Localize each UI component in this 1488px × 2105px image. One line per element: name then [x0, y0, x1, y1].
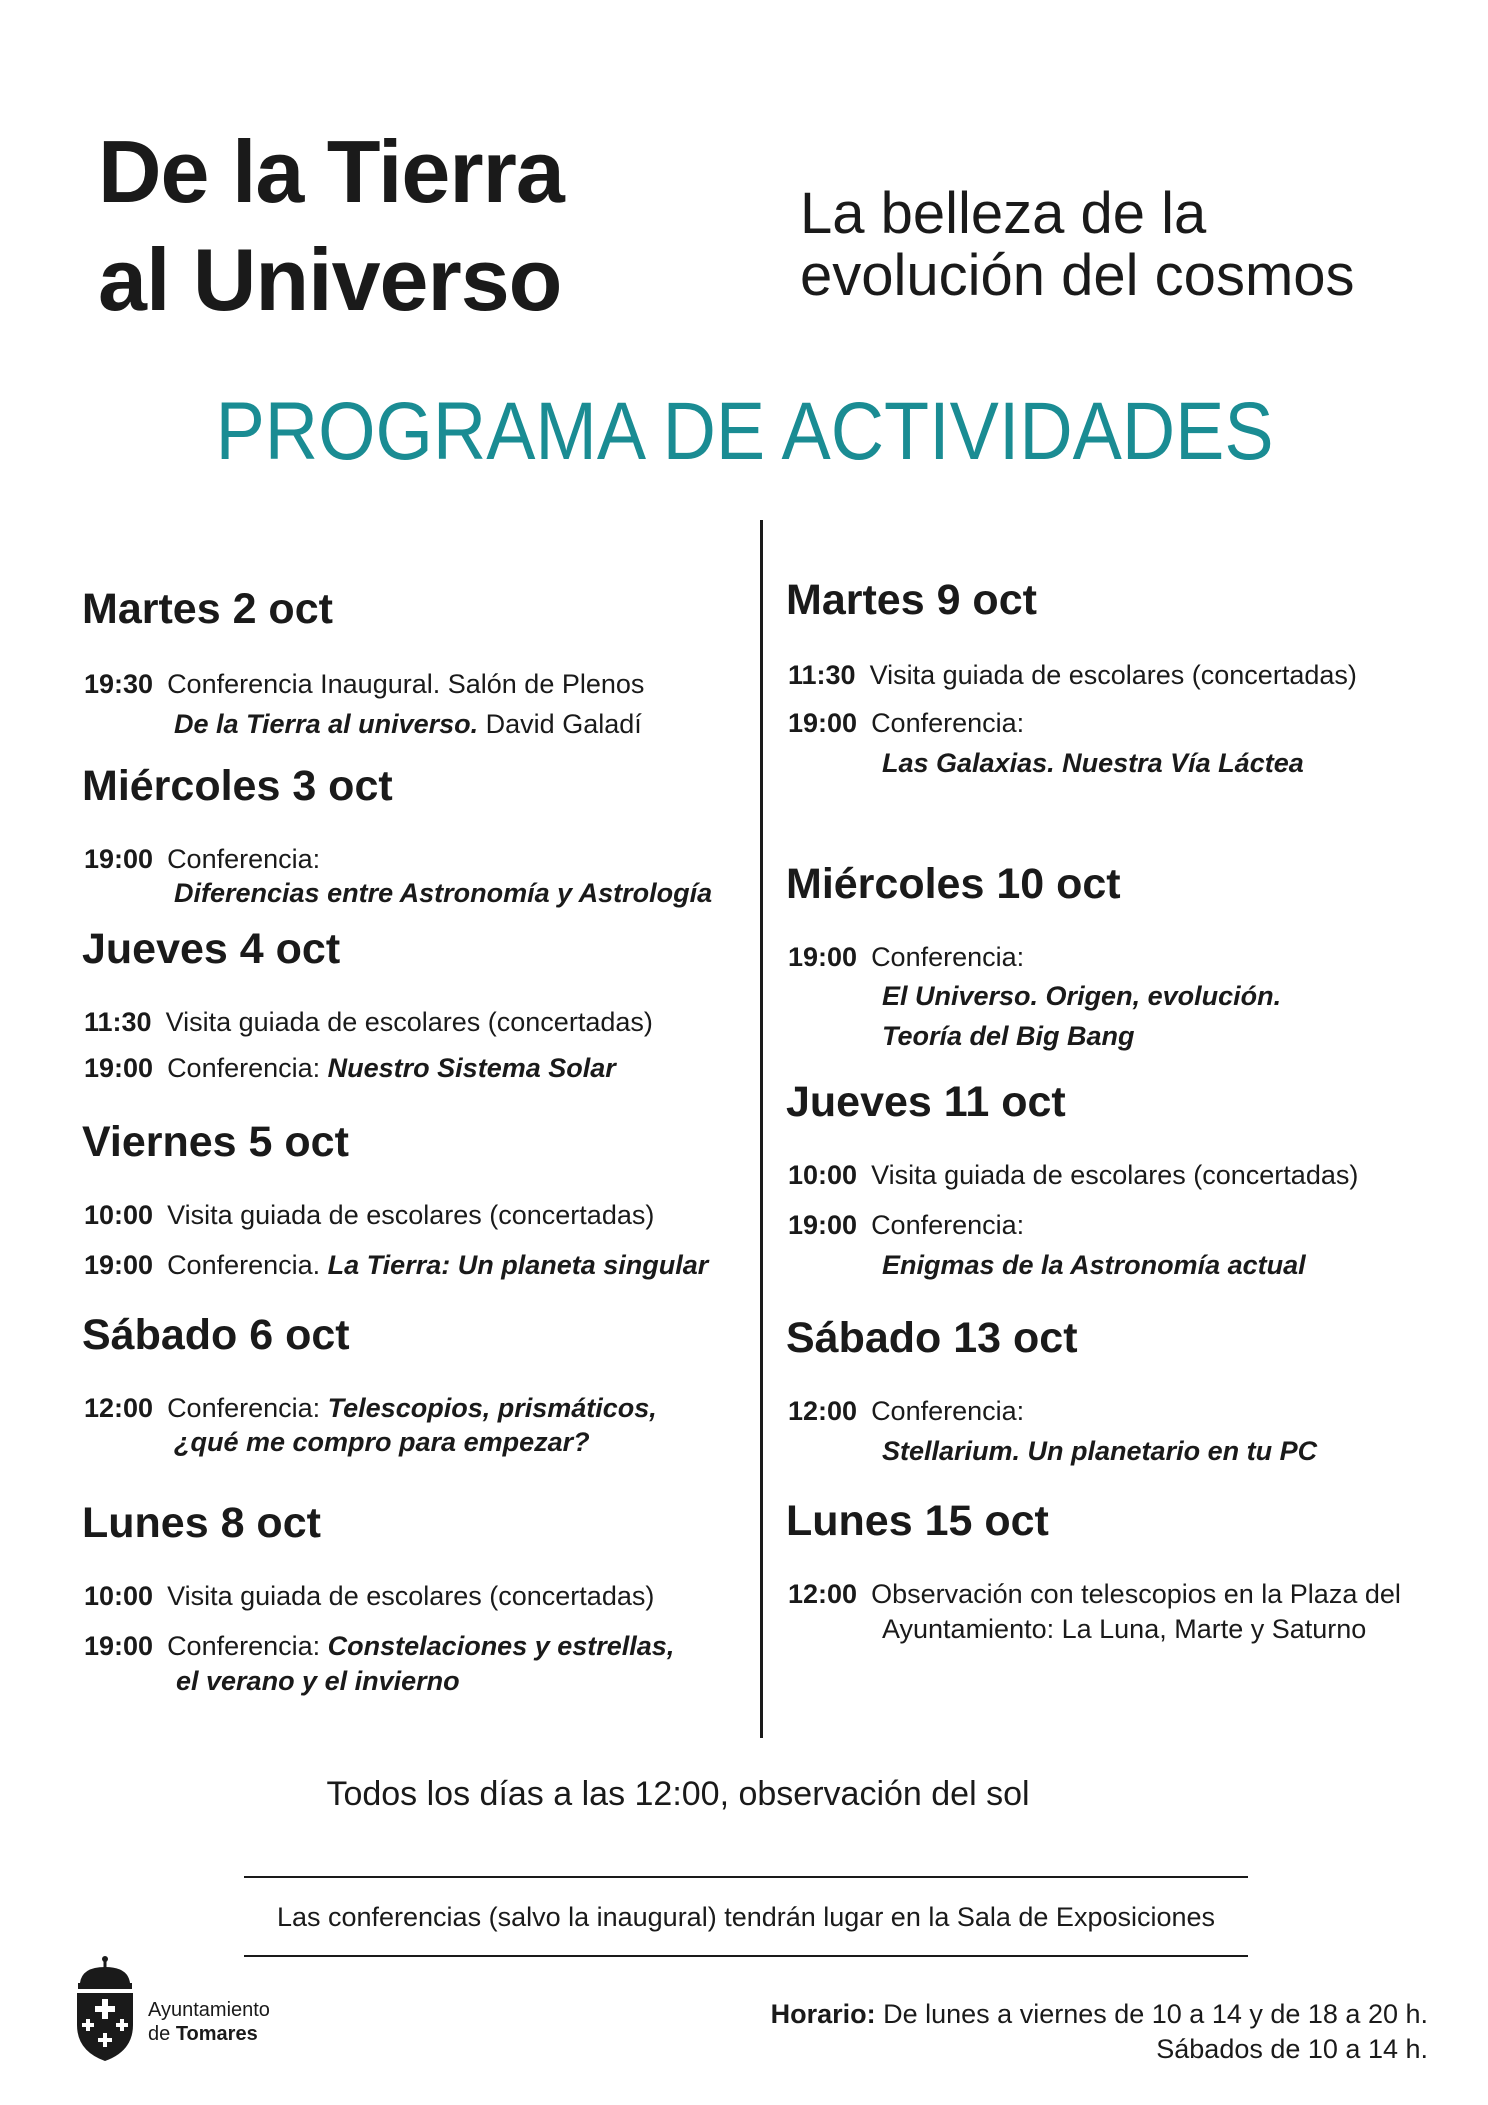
talk-title: Stellarium. Un planetario en tu PC	[882, 1436, 1318, 1466]
poster-subtitle	[800, 183, 1355, 307]
entry-text: David Galadí	[478, 709, 642, 739]
entry-text: Ayuntamiento: La Luna, Marte y Saturno	[882, 1614, 1367, 1644]
talk-title: La Tierra: Un planeta singular	[327, 1250, 709, 1280]
subtitle-line-1: La belleza de la	[800, 181, 1207, 246]
entry-text: Conferencia Inaugural. Salón de Plenos	[167, 669, 645, 699]
schedule-entry	[84, 1198, 654, 1232]
entry-time: 10:00	[84, 1581, 154, 1611]
entry-time: 10:00	[84, 1200, 154, 1230]
schedule-entry	[84, 1629, 674, 1663]
entry-continuation	[882, 979, 1281, 1013]
day-title: Martes 2 oct	[82, 585, 333, 633]
opening-hours	[771, 1997, 1428, 2067]
talk-title: Constelaciones y estrellas,	[327, 1631, 675, 1661]
entry-time: 19:00	[84, 1053, 154, 1083]
schedule-entry	[84, 667, 644, 701]
day-block	[82, 1118, 742, 1280]
column-divider	[760, 520, 763, 1738]
schedule-entry	[84, 1248, 708, 1282]
org-line-1: Ayuntamiento	[148, 1999, 270, 2021]
entry-text: Conferencia:	[871, 1210, 1025, 1240]
schedule-entry	[788, 1577, 1401, 1611]
schedule-entry	[84, 1051, 616, 1085]
entry-text: Conferencia:	[871, 1396, 1025, 1426]
schedule-entry	[788, 1208, 1024, 1242]
day-block	[82, 925, 742, 1083]
entry-time: 12:00	[84, 1393, 154, 1423]
poster-title	[98, 118, 564, 334]
talk-title: De la Tierra al universo.	[174, 709, 479, 739]
divider-top	[244, 1876, 1248, 1878]
entry-continuation	[176, 1664, 460, 1698]
day-block	[786, 1314, 1466, 1466]
talk-title: Teoría del Big Bang	[882, 1021, 1135, 1051]
talk-title: Las Galaxias. Nuestra Vía Láctea	[882, 748, 1304, 778]
tomares-crest-icon	[74, 1953, 136, 2063]
entry-text: Conferencia:	[167, 844, 321, 874]
entry-time: 11:30	[84, 1007, 152, 1037]
talk-title: ¿qué me compro para empezar?	[174, 1427, 590, 1457]
entry-text: Visita guiada de escolares (concertadas)	[165, 1007, 653, 1037]
entry-text: Conferencia:	[167, 1631, 328, 1661]
org-line-2: de Tomares	[148, 2023, 258, 2045]
day-block	[786, 860, 1466, 1051]
schedule-entry	[84, 1005, 653, 1039]
day-block	[82, 1311, 742, 1457]
entry-time: 12:00	[788, 1396, 858, 1426]
entry-continuation	[882, 1612, 1366, 1646]
day-block	[82, 1499, 742, 1696]
day-title: Martes 9 oct	[786, 576, 1037, 624]
schedule-entry	[788, 1394, 1024, 1428]
entry-time: 19:00	[788, 1210, 858, 1240]
day-title: Jueves 4 oct	[82, 925, 341, 973]
program-heading: PROGRAMA DE ACTIVIDADES	[215, 386, 1274, 477]
day-title: Lunes 8 oct	[82, 1499, 321, 1547]
daily-observation: Todos los días a las 12:00, observación del sol	[326, 1775, 1030, 1813]
entry-time: 19:30	[84, 669, 154, 699]
entry-text: Visita guiada de escolares (concertadas)	[869, 660, 1357, 690]
schedule-entry	[788, 658, 1357, 692]
day-block	[82, 762, 742, 908]
schedule-entry	[788, 940, 1024, 974]
entry-text: Visita guiada de escolares (concertadas)	[167, 1200, 655, 1230]
entry-time: 19:00	[788, 708, 858, 738]
day-title: Jueves 11 oct	[786, 1078, 1066, 1126]
divider-bottom	[244, 1955, 1248, 1957]
title-line-1: De la Tierra	[98, 122, 564, 221]
schedule-entry	[84, 1391, 657, 1425]
entry-time: 10:00	[788, 1160, 858, 1190]
day-block	[786, 1078, 1466, 1280]
schedule-entry	[84, 1579, 654, 1613]
entry-text: Conferencia:	[167, 1393, 328, 1423]
venue-note: Las conferencias (salvo la inaugural) tendrán lugar en la Sala de Exposiciones	[276, 1902, 1216, 1932]
entry-time: 19:00	[788, 942, 858, 972]
entry-time: 19:00	[84, 1631, 154, 1661]
day-block	[82, 585, 742, 739]
entry-time: 11:30	[788, 660, 856, 690]
entry-text: Conferencia:	[871, 708, 1025, 738]
title-line-2: al Universo	[98, 230, 562, 329]
day-title: Lunes 15 oct	[786, 1497, 1049, 1545]
entry-continuation	[882, 1248, 1306, 1282]
hours-line-1: Horario: De lunes a viernes de 10 a 14 y de 18 a 20 h.	[770, 1999, 1428, 2029]
day-block	[786, 576, 1466, 778]
day-title: Sábado 13 oct	[786, 1314, 1078, 1362]
entry-time: 12:00	[788, 1579, 858, 1609]
day-block	[786, 1497, 1466, 1644]
talk-title: Enigmas de la Astronomía actual	[882, 1250, 1306, 1280]
entry-text: Visita guiada de escolares (concertadas)	[871, 1160, 1359, 1190]
schedule-entry	[84, 842, 320, 876]
entry-continuation	[882, 1019, 1135, 1053]
entry-text: Conferencia:	[871, 942, 1025, 972]
talk-title: El Universo. Origen, evolución.	[882, 981, 1282, 1011]
entry-text: Visita guiada de escolares (concertadas)	[167, 1581, 655, 1611]
entry-text: Conferencia.	[167, 1250, 328, 1280]
entry-time: 19:00	[84, 844, 154, 874]
talk-title: el verano y el invierno	[176, 1666, 460, 1696]
schedule-entry	[788, 706, 1024, 740]
entry-time: 19:00	[84, 1250, 154, 1280]
day-title: Sábado 6 oct	[82, 1311, 350, 1359]
entry-continuation	[174, 1425, 590, 1459]
subtitle-line-2: evolución del cosmos	[800, 243, 1355, 308]
organization-name	[148, 1998, 270, 2046]
day-title: Miércoles 3 oct	[82, 762, 393, 810]
entry-continuation	[882, 1434, 1317, 1468]
entry-text: Conferencia:	[167, 1053, 328, 1083]
talk-title: Diferencias entre Astronomía y Astrología	[174, 878, 713, 908]
entry-text: Observación con telescopios en la Plaza del	[871, 1579, 1401, 1609]
talk-title: Telescopios, prismáticos,	[327, 1393, 657, 1423]
schedule-entry	[788, 1158, 1358, 1192]
day-title: Miércoles 10 oct	[786, 860, 1121, 908]
day-title: Viernes 5 oct	[82, 1118, 349, 1166]
talk-title: Nuestro Sistema Solar	[327, 1053, 616, 1083]
hours-line-2: Sábados de 10 a 14 h.	[1156, 2034, 1428, 2064]
entry-continuation	[882, 746, 1304, 780]
entry-continuation	[174, 707, 642, 741]
entry-continuation	[174, 876, 712, 910]
